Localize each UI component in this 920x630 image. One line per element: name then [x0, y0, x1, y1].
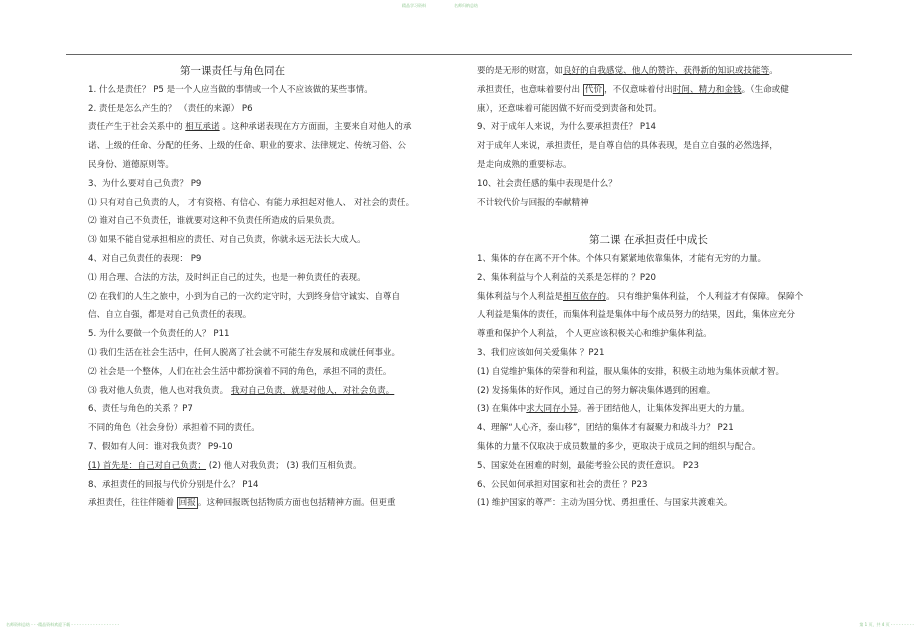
- text-segment: ⑶ 我对他人负责，他人也对我负责。: [88, 385, 231, 396]
- left-line-7: ⑴ 只有对自己负责的人， 才有资格、有信心、有能力承担起对他人、 对社会的责任。: [88, 197, 415, 208]
- text-segment: ，不仅意味着付出: [604, 84, 673, 95]
- lesson-1-title: 第一课责任与角色同在: [180, 65, 285, 77]
- underlined-text: 相互承诺: [185, 122, 220, 133]
- right-line-16: 3、我们应该如何关爱集体 ？P21: [477, 347, 605, 358]
- left-line-22: 8、承担责任的回报与代价分别是什么？ P14: [88, 479, 259, 490]
- right-line-12: 2、集体利益与个人利益的关系是怎样的 ？P20: [477, 272, 657, 283]
- left-line-14: 5. 为什么要做一个负责任的人？ P11: [88, 329, 230, 340]
- right-line-20: 4、理解“人心齐，泰山移”，团结的集体才有凝聚力和战斗力？ P21: [477, 423, 734, 434]
- right-line-8: 不计较代价与回报的奉献精神: [477, 197, 589, 208]
- left-line-6: 3、为什么要对自己负责？ P9: [88, 178, 202, 189]
- right-line-21: 集体的力量不仅取决于成员数量的多少，更取决于成员之间的组织与配合。: [477, 441, 761, 452]
- text-segment: 责任产生于社会关系中的: [88, 122, 186, 133]
- text-segment: 。善于团结他人，让集体发挥出更大的力量。: [577, 404, 750, 415]
- right-line-19: [477, 400, 857, 419]
- left-line-5: 民身份、道德原则等。: [88, 159, 174, 170]
- text-segment: 承担责任，往往伴随着: [88, 498, 177, 509]
- text-segment: 。（生命或健: [741, 84, 789, 95]
- text-segment: 集体利益与个人利益是: [477, 291, 563, 302]
- text-segment: 。 只有维护集体利益， 个人利益才有保障。 保障个: [605, 291, 804, 302]
- left-line-1: 1. 什么是责任？ P5 是一个人应当做的事情或一个人不应该做的某些事情。: [88, 84, 373, 95]
- right-line-1: [477, 62, 857, 81]
- header-rule: [66, 54, 852, 55]
- right-line-3: 康），还意味着可能因做不好而受到责备和处罚。: [477, 103, 662, 114]
- top-watermark-1: 精品学习资料: [402, 3, 426, 8]
- left-line-8: ⑵ 谁对自己不负责任，谁就要对这种不负责任所造成的后果负责。: [88, 216, 340, 227]
- underlined-text: 求大同存小异: [526, 404, 578, 415]
- text-segment: 。这种承诺表现在方方面面，主要来自对他人的承: [219, 122, 412, 133]
- boxed-text: 回报: [178, 498, 196, 509]
- left-line-10: 4、对自己负责任的表现： P9: [88, 253, 202, 264]
- right-line-6: 是走向成熟的重要标志。: [477, 159, 572, 170]
- text-segment: (2) 他人对我负责； (3) 我们互相负责。: [206, 460, 362, 471]
- left-line-11: ⑴ 用合理、合法的方法，及时纠正自己的过失，也是一种负责任的表现。: [88, 272, 366, 283]
- boxed-text: 代价: [584, 84, 603, 95]
- underlined-text: 良好的自我感觉、他人的赞许、获得新的知识或技能等: [562, 66, 770, 76]
- right-line-9: [477, 212, 857, 231]
- right-line-2: [477, 81, 857, 100]
- left-line-23: [88, 494, 448, 513]
- right-line-10: 第二课 在承担责任中成长: [589, 234, 708, 247]
- left-line-3: [88, 118, 448, 137]
- text-segment: 。: [769, 66, 778, 76]
- right-line-14: 人利益是集体的责任，而集体利益是集体中每个成员努力的结果，因此，集体应充分: [477, 310, 795, 321]
- right-column: [477, 62, 857, 513]
- text-segment: 要的是无形的财富，如: [477, 66, 563, 76]
- right-line-11: 1、集体的存在离不开个体。个体只有紧紧地依靠集体，才能有无穷的力量。: [477, 253, 767, 264]
- left-line-16: ⑵ 社会是一个整体，人们在社会生活中都扮演着不同的角色，承担不同的责任。: [88, 366, 392, 377]
- right-line-22: 5、国家处在困难的时刻，最能考验公民的责任意识。 P23: [477, 460, 699, 471]
- right-line-5: 对于成年人来说，承担责任，是自尊自信的具体表现，是自立自强的必然选择，: [477, 141, 778, 152]
- left-line-17: [88, 382, 448, 401]
- underlined-text: 我对自己负责，就是对他人，对社会负责。: [230, 385, 395, 396]
- left-line-4: 诺、上级的任命、分配的任务、上级的任命、职业的要求、法律规定、传统习俗、公: [88, 141, 406, 152]
- right-line-13: [477, 288, 857, 307]
- underlined-text: 时间、精力和金钱: [672, 84, 742, 95]
- bottom-watermark-right: 第 1 页，共 4 页 - - - - - - - - -: [859, 622, 914, 627]
- left-line-18: 6、责任与角色的关系 ？P7: [88, 404, 193, 415]
- text-segment: 承担责任，也意味着要付出: [477, 84, 583, 95]
- left-line-19: 不同的角色（社会身份）承担着不同的责任。: [88, 423, 260, 434]
- left-line-15: ⑴ 我们生活在社会生活中，任何人脱离了社会就不可能生存发展和成就任何事业。: [88, 347, 401, 358]
- left-line-12: ⑵ 在我们的人生之旅中，小到为自己的一次约定守时，大到终身信守诚实、自尊自: [88, 291, 401, 302]
- right-line-17: (1) 自觉维护集体的荣誉和利益，服从集体的安排，积极主动地为集体贡献才智。: [477, 366, 785, 377]
- text-segment: 。这种回报既包括物质方面也包括精神方面。但更重: [197, 498, 396, 509]
- top-watermark-2: 名师归纳总结: [454, 3, 478, 8]
- right-line-18: (2) 发扬集体的好作风，通过自己的努力解决集体遇到的困难。: [477, 385, 716, 396]
- left-column: [88, 62, 448, 513]
- left-line-13: 信、自立自强，都是对自己负责任的表现。: [88, 310, 252, 321]
- right-line-23: 6、公民如何承担对国家和社会的责任 ？P23: [477, 479, 648, 490]
- text-segment: (3) 在集体中: [477, 404, 527, 415]
- left-line-2: 2. 责任是怎么产生的？ （责任的来源） P6: [88, 103, 253, 114]
- left-line-20: 7、假如有人问：谁对我负责？ P9-10: [88, 441, 233, 452]
- underlined-text: 相互依存的: [562, 291, 606, 302]
- right-line-4: 9、对于成年人来说，为什么要承担责任？ P14: [477, 122, 657, 133]
- right-line-24: (1) 维护国家的尊严：主动为国分忧、勇担重任、与国家共渡难关。: [477, 498, 733, 509]
- right-line-15: 尊重和保护个人利益， 个人更应该积极关心和维护集体利益。: [477, 329, 712, 340]
- right-line-7: 10、社会责任感的集中表现是什么？: [477, 178, 617, 189]
- left-line-9: ⑶ 如果不能自觉承担相应的责任、对自己负责，你就永远无法长大成人。: [88, 235, 366, 246]
- underlined-text: (1) 首先是：自己对自己负责；: [88, 460, 207, 471]
- left-line-21: [88, 457, 448, 476]
- bottom-watermark-left: 名师资料总结 - - -精品资料欢迎下载 - - - - - - - - - - - - - - - - - -: [6, 622, 120, 627]
